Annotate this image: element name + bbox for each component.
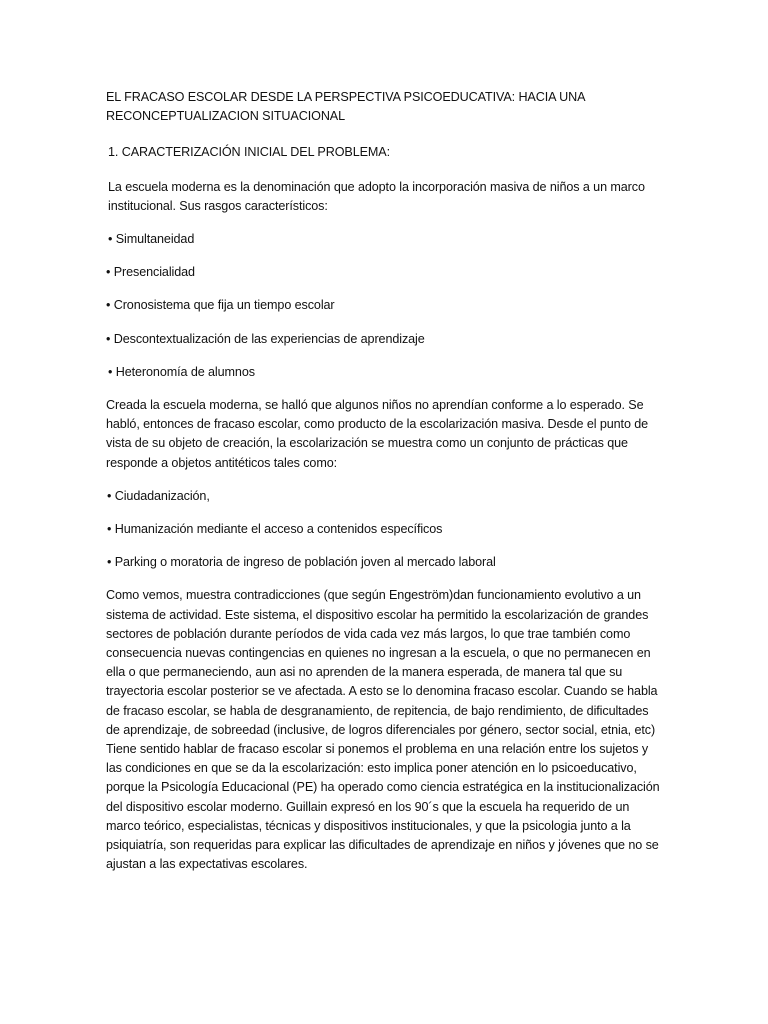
list-item: • Heteronomía de alumnos [106,363,662,382]
section-heading: 1. CARACTERIZACIÓN INICIAL DEL PROBLEMA: [108,145,390,160]
document-page [106,88,662,875]
body-paragraph: Creada la escuela moderna, se halló que algunos niños no aprendían conforme a lo esperado. Se habló, entonces de fracaso escolar, como producto de la escolarización masiva. Desde el punto de vista de su objeto de creación, la escolarización se muestra como un conjunto de prácticas que responde a objetos antitéticos tales como: [106,398,649,470]
list-item: • Ciudadanización, [106,487,662,506]
list-item: • Simultaneidad [106,230,662,249]
list-item: • Parking o moratoria de ingreso de población joven al mercado laboral [106,553,662,572]
list-item: • Presencialidad [106,263,662,282]
body-paragraph: Como vemos, muestra contradicciones (que según Engeström)dan funcionamiento evolutivo a un sistema de actividad. Este sistema, el dispositivo escolar ha permitido la escolarización de grandes sectores de población durante períodos de vida cada vez más largos, lo que trae también como consecuencia nuevas contingencias en quienes no ingresan a la escuela, o que no permanecen en ella o que permaneciendo, aun asi no aprenden de la manera esperada, de manera tal que su trayectoria escolar posterior se ve afectada. A esto se lo denomina fracaso escolar. Cuando se habla de fracaso escolar, se habla de desgranamiento, de repitencia, de bajo rendimiento, de dificultades de aprendizaje, de sobreedad (inclusive, de logros diferenciales por género, sector social, etnia, etc) Tiene sentido hablar de fracaso escolar si ponemos el problema en una relación entre los sujetos y las condiciones en que se da la escolarización: esto implica poner atención en lo psicoeducativo, porque la Psicología Educacional (PE) ha operado como ciencia estratégica en la institucionalización del dispositivo escolar moderno. Guillain expresó en los 90´s que la escuela ha requerido de un marco teórico, especialistas, técnicas y dispositivos institucionales, y que la psicologia junto a la psiquiatría, son requeridas para explicar las dificultades de aprendizaje en niños y jóvenes que no se ajustan a las expectativas escolares. [106,588,660,872]
intro-paragraph: La escuela moderna es la denominación que adopto la incorporación masiva de niños a un marco institucional. Sus rasgos característicos: [108,179,645,213]
list-item: • Humanización mediante el acceso a contenidos específicos [106,520,662,539]
traits-list [106,230,662,382]
list-item: • Cronosistema que fija un tiempo escolar [106,296,662,315]
document-title: EL FRACASO ESCOLAR DESDE LA PERSPECTIVA PSICOEDUCATIVA: HACIA UNA RECONCEPTUALIZACION SITUACIONAL [106,90,585,124]
list-item: • Descontextualización de las experiencias de aprendizaje [106,330,662,349]
objects-list [106,487,662,573]
